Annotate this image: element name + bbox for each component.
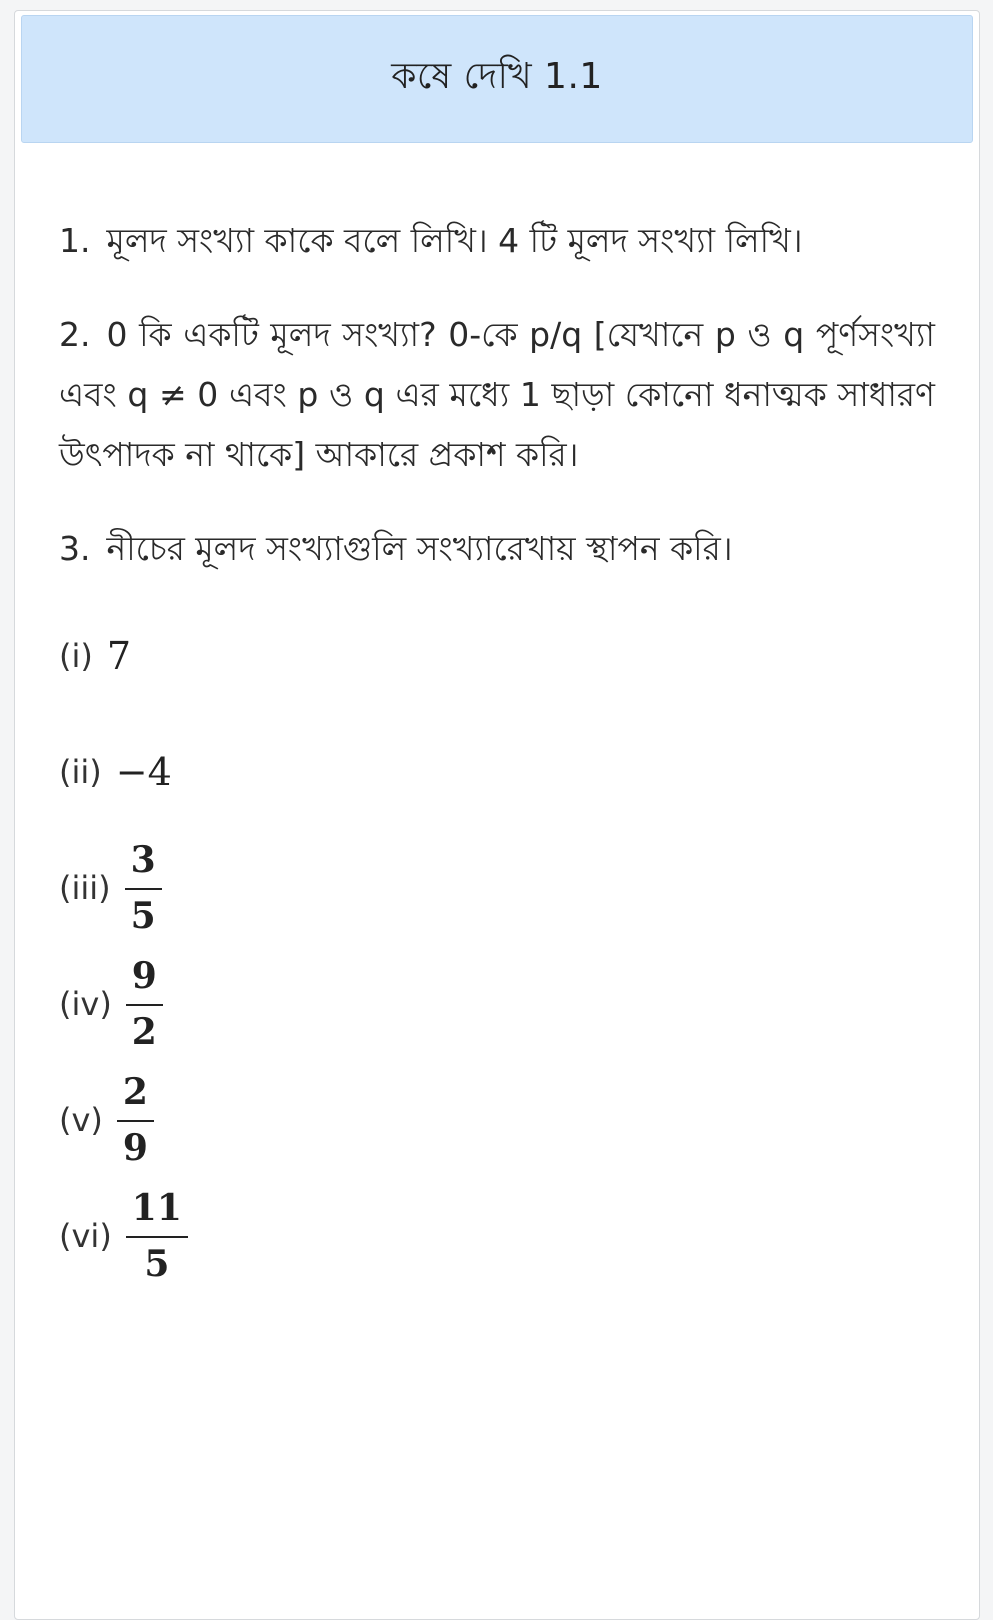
sub-item-value: 7 <box>106 634 132 678</box>
exercise-card <box>14 10 980 1620</box>
sub-item-label: (v) <box>59 1101 103 1139</box>
question-2 <box>59 305 935 485</box>
sub-item-value: −4 <box>115 750 172 794</box>
sub-item-label: (iii) <box>59 869 111 907</box>
sub-item-vi <box>59 1187 935 1285</box>
sub-item-label: (i) <box>59 637 93 675</box>
sub-item-label: (iv) <box>59 985 112 1023</box>
fraction-bar <box>126 1004 163 1006</box>
question-number: 1. <box>59 221 91 260</box>
fraction-denominator: 5 <box>130 895 156 937</box>
sub-item-ii <box>59 735 935 809</box>
question-number: 3. <box>59 529 91 568</box>
question-1 <box>59 211 935 271</box>
fraction <box>125 838 162 938</box>
question-number: 2. <box>59 315 91 354</box>
sub-item-label: (vi) <box>59 1217 112 1255</box>
fraction-numerator: 2 <box>122 1071 148 1113</box>
sub-item-iii <box>59 839 935 937</box>
exercise-title: কষে দেখি 1.1 <box>391 56 603 97</box>
fraction-numerator: 9 <box>131 955 157 997</box>
fraction-numerator: 11 <box>131 1187 182 1229</box>
exercise-header <box>21 15 973 143</box>
fraction-bar <box>117 1120 154 1122</box>
question-3 <box>59 519 935 579</box>
sub-item-v <box>59 1071 935 1169</box>
fraction-numerator: 3 <box>130 839 156 881</box>
fraction <box>117 1070 154 1170</box>
exercise-body <box>59 211 935 1315</box>
sub-item-label: (ii) <box>59 753 102 791</box>
fraction <box>126 954 163 1054</box>
question-text: নীচের মূলদ সংখ্যাগুলি সংখ্যারেখায় স্থাপন করি। <box>106 529 733 568</box>
fraction-bar <box>126 1236 188 1238</box>
fraction-denominator: 5 <box>144 1243 170 1285</box>
sub-item-iv <box>59 955 935 1053</box>
fraction-bar <box>125 888 162 890</box>
question-text: মূলদ সংখ্যা কাকে বলে লিখি। 4 টি মূলদ সংখ্যা লিখি। <box>106 221 803 260</box>
fraction <box>126 1186 188 1286</box>
fraction-denominator: 2 <box>131 1011 157 1053</box>
fraction-denominator: 9 <box>122 1127 148 1169</box>
question-text: 0 কি একটি মূলদ সংখ্যা? 0-কে p/q [যেখানে p ও q পূর্ণসংখ্যা এবং q ≠ 0 এবং p ও q এর মধ্যে 1 ছাড়া কোনো ধনাত্মক সাধারণ উৎপাদক না থাকে] আকারে প্রকাশ করি। <box>59 315 935 474</box>
sub-item-i <box>59 619 935 693</box>
